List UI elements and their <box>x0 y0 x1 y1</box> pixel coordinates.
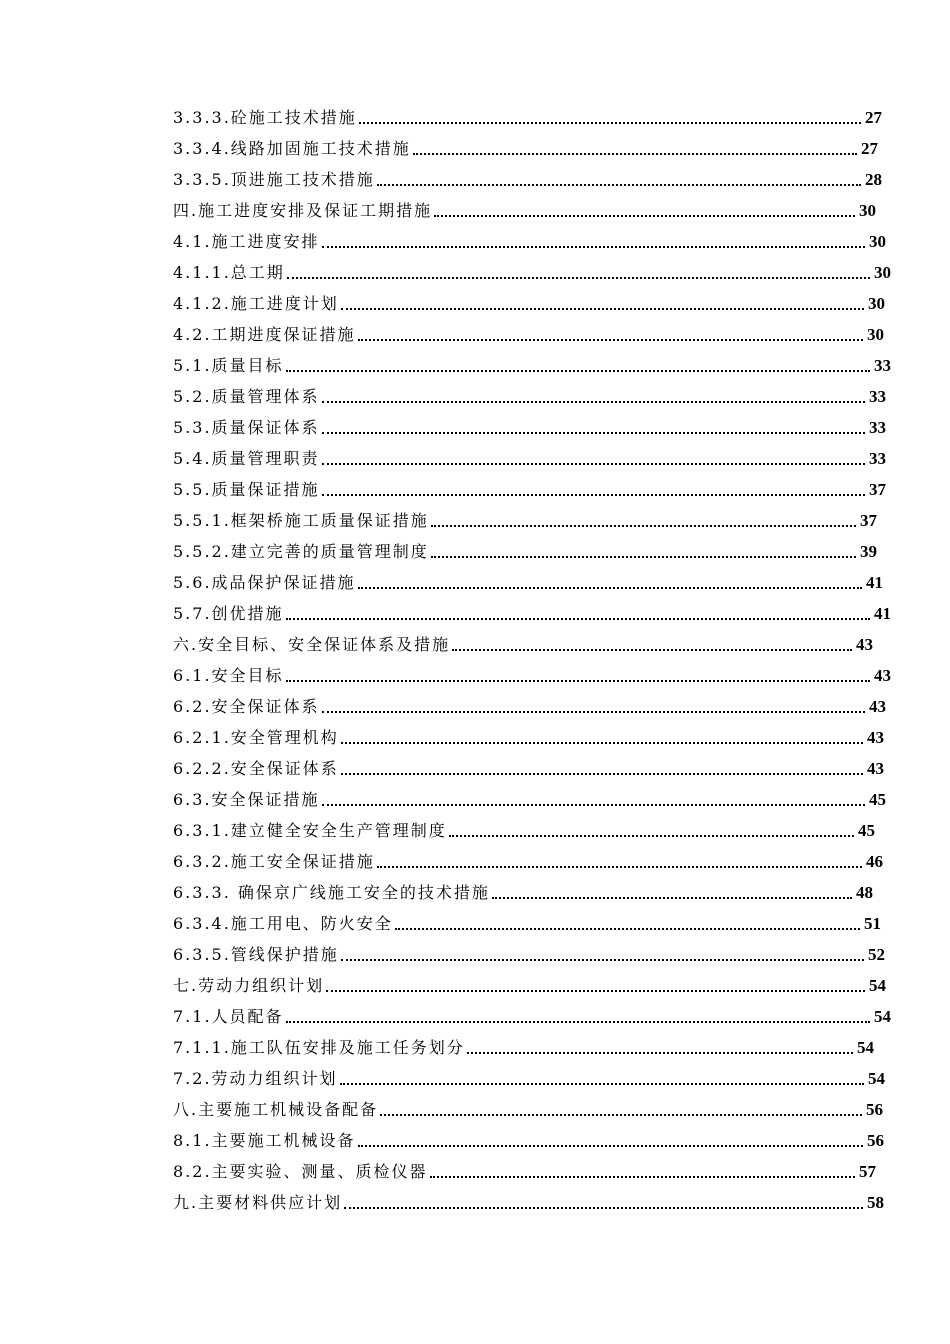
toc-dot-leader <box>322 246 865 248</box>
toc-entry[interactable] <box>173 345 891 376</box>
toc-entry-title: 6.3.安全保证措施 <box>173 790 320 809</box>
toc-entry-page-number: 52 <box>868 945 885 964</box>
toc-entry[interactable] <box>173 1089 883 1120</box>
toc-entry-title: 5.3.质量保证体系 <box>173 418 320 437</box>
toc-entry-page-number: 28 <box>865 170 882 189</box>
toc-dot-leader <box>340 1083 864 1085</box>
toc-dot-leader <box>358 339 863 341</box>
toc-entry-page-number: 56 <box>866 1100 883 1119</box>
toc-entry-page-number: 51 <box>864 914 881 933</box>
toc-entry[interactable] <box>173 1027 874 1058</box>
toc-entry-title: 四.施工进度安排及保证工期措施 <box>173 201 433 220</box>
toc-entry[interactable] <box>173 624 873 655</box>
toc-entry[interactable] <box>173 97 882 128</box>
toc-entry-page-number: 30 <box>868 294 885 313</box>
toc-entry-title: 七.劳动力组织计划 <box>173 976 325 995</box>
toc-entry[interactable] <box>173 1182 884 1213</box>
toc-entry[interactable] <box>173 748 884 779</box>
toc-entry-title: 六.安全目标、安全保证体系及措施 <box>173 635 451 654</box>
toc-entry[interactable] <box>173 500 877 531</box>
toc-entry-title: 4.1.1.总工期 <box>173 263 285 282</box>
toc-entry[interactable] <box>173 159 882 190</box>
toc-dot-leader <box>326 990 865 992</box>
toc-entry[interactable] <box>173 965 886 996</box>
toc-entry-page-number: 33 <box>869 387 886 406</box>
toc-entry-page-number: 54 <box>868 1069 885 1088</box>
toc-entry-page-number: 46 <box>866 852 883 871</box>
toc-entry-page-number: 39 <box>860 542 877 561</box>
toc-entry-page-number: 43 <box>856 635 873 654</box>
toc-entry-page-number: 30 <box>867 325 884 344</box>
toc-dot-leader <box>359 122 861 124</box>
toc-dot-leader <box>431 556 856 558</box>
toc-dot-leader <box>286 680 870 682</box>
toc-dot-leader <box>286 618 870 620</box>
toc-entry-page-number: 54 <box>857 1038 874 1057</box>
toc-entry-title: 6.3.1.建立健全安全生产管理制度 <box>173 821 447 840</box>
toc-entry-page-number: 30 <box>859 201 876 220</box>
toc-dot-leader <box>322 711 865 713</box>
toc-entry-title: 5.5.1.框架桥施工质量保证措施 <box>173 511 429 530</box>
toc-dot-leader <box>434 215 855 217</box>
toc-entry-page-number: 27 <box>861 139 878 158</box>
toc-dot-leader <box>380 1114 862 1116</box>
toc-entry-page-number: 43 <box>869 697 886 716</box>
toc-entry-title: 5.5.2.建立完善的质量管理制度 <box>173 542 429 561</box>
toc-dot-leader <box>430 1176 855 1178</box>
toc-dot-leader <box>322 494 865 496</box>
toc-entry-title: 3.3.4.线路加固施工技术措施 <box>173 139 411 158</box>
toc-dot-leader <box>341 742 863 744</box>
toc-entry-title: 九.主要材料供应计划 <box>173 1193 343 1212</box>
toc-dot-leader <box>287 277 870 279</box>
toc-entry[interactable] <box>173 531 877 562</box>
toc-entry-page-number: 43 <box>867 759 884 778</box>
toc-dot-leader <box>467 1052 853 1054</box>
toc-entry-title: 8.2.主要实验、测量、质检仪器 <box>173 1162 428 1181</box>
toc-entry[interactable] <box>173 779 886 810</box>
toc-entry[interactable] <box>173 841 883 872</box>
toc-dot-leader <box>322 463 865 465</box>
toc-entry[interactable] <box>173 686 886 717</box>
toc-entry-page-number: 58 <box>867 1193 884 1212</box>
toc-entry[interactable] <box>173 376 886 407</box>
toc-entry[interactable] <box>173 221 886 252</box>
toc-entry-title: 八.主要施工机械设备配备 <box>173 1100 379 1119</box>
toc-entry[interactable] <box>173 438 886 469</box>
toc-entry-title: 5.4.质量管理职责 <box>173 449 320 468</box>
toc-entry[interactable] <box>173 1058 885 1089</box>
toc-dot-leader <box>322 401 865 403</box>
toc-entry-page-number: 45 <box>869 790 886 809</box>
toc-entry-title: 4.1.2.施工进度计划 <box>173 294 339 313</box>
toc-entry[interactable] <box>173 252 891 283</box>
toc-dot-leader <box>358 587 862 589</box>
toc-entry-title: 6.3.5.管线保护措施 <box>173 945 339 964</box>
toc-dot-leader <box>377 866 862 868</box>
toc-entry-page-number: 37 <box>869 480 886 499</box>
toc-entry-title: 4.1.施工进度安排 <box>173 232 320 251</box>
toc-dot-leader <box>322 804 865 806</box>
toc-entry-title: 6.3.2.施工安全保证措施 <box>173 852 375 871</box>
toc-entry-title: 5.1.质量目标 <box>173 356 284 375</box>
toc-entry[interactable] <box>173 283 885 314</box>
toc-entry[interactable] <box>173 1151 876 1182</box>
toc-entry-page-number: 57 <box>859 1162 876 1181</box>
toc-dot-leader <box>413 153 857 155</box>
toc-entry[interactable] <box>173 1120 884 1151</box>
toc-dot-leader <box>431 525 856 527</box>
toc-entry[interactable] <box>173 655 891 686</box>
toc-dot-leader <box>286 370 870 372</box>
toc-entry-title: 3.3.5.顶进施工技术措施 <box>173 170 375 189</box>
toc-entry[interactable] <box>173 190 876 221</box>
toc-entry[interactable] <box>173 562 883 593</box>
toc-entry-title: 8.1.主要施工机械设备 <box>173 1131 356 1150</box>
toc-entry-page-number: 33 <box>874 356 891 375</box>
toc-entry[interactable] <box>173 593 891 624</box>
toc-entry[interactable] <box>173 469 886 500</box>
toc-entry-title: 6.1.安全目标 <box>173 666 284 685</box>
toc-entry-title: 7.1.人员配备 <box>173 1007 284 1026</box>
toc-entry-title: 7.1.1.施工队伍安排及施工任务划分 <box>173 1038 465 1057</box>
toc-dot-leader <box>358 1145 863 1147</box>
toc-entry-page-number: 27 <box>865 108 882 127</box>
toc-entry-title: 6.2.1.安全管理机构 <box>173 728 339 747</box>
toc-entry-title: 5.2.质量管理体系 <box>173 387 320 406</box>
table-of-contents <box>173 97 893 1213</box>
toc-entry[interactable] <box>173 934 885 965</box>
toc-entry-page-number: 33 <box>869 449 886 468</box>
toc-entry[interactable] <box>173 996 891 1027</box>
toc-entry[interactable] <box>173 810 875 841</box>
toc-entry-page-number: 43 <box>867 728 884 747</box>
toc-entry-page-number: 37 <box>860 511 877 530</box>
toc-dot-leader <box>322 432 865 434</box>
toc-entry[interactable] <box>173 903 881 934</box>
toc-entry-title: 6.3.3. 确保京广线施工安全的技术措施 <box>173 883 490 902</box>
toc-dot-leader <box>492 897 852 899</box>
toc-entry-page-number: 41 <box>866 573 883 592</box>
toc-entry-page-number: 45 <box>858 821 875 840</box>
toc-entry-title: 3.3.3.砼施工技术措施 <box>173 108 357 127</box>
toc-entry-title: 7.2.劳动力组织计划 <box>173 1069 338 1088</box>
toc-dot-leader <box>449 835 854 837</box>
toc-entry-title: 6.3.4.施工用电、防火安全 <box>173 914 393 933</box>
toc-entry-page-number: 56 <box>867 1131 884 1150</box>
toc-entry-page-number: 41 <box>874 604 891 623</box>
toc-dot-leader <box>395 928 860 930</box>
toc-dot-leader <box>286 1021 870 1023</box>
toc-entry-page-number: 54 <box>869 976 886 995</box>
toc-entry-title: 4.2.工期进度保证措施 <box>173 325 356 344</box>
toc-entry-title: 6.2.2.安全保证体系 <box>173 759 339 778</box>
toc-dot-leader <box>377 184 861 186</box>
toc-entry-page-number: 48 <box>856 883 873 902</box>
toc-entry[interactable] <box>173 314 884 345</box>
toc-dot-leader <box>344 1207 863 1209</box>
toc-dot-leader <box>341 308 864 310</box>
toc-entry-page-number: 30 <box>874 263 891 282</box>
toc-entry-page-number: 54 <box>874 1007 891 1026</box>
toc-entry-title: 5.5.质量保证措施 <box>173 480 320 499</box>
toc-dot-leader <box>341 959 864 961</box>
toc-entry-title: 5.6.成品保护保证措施 <box>173 573 356 592</box>
toc-entry-title: 6.2.安全保证体系 <box>173 697 320 716</box>
toc-entry[interactable] <box>173 872 873 903</box>
toc-entry[interactable] <box>173 128 878 159</box>
toc-dot-leader <box>341 773 863 775</box>
toc-entry[interactable] <box>173 407 886 438</box>
toc-entry-page-number: 33 <box>869 418 886 437</box>
toc-entry[interactable] <box>173 717 884 748</box>
toc-entry-page-number: 30 <box>869 232 886 251</box>
toc-entry-title: 5.7.创优措施 <box>173 604 284 623</box>
toc-dot-leader <box>452 649 852 651</box>
toc-entry-page-number: 43 <box>874 666 891 685</box>
